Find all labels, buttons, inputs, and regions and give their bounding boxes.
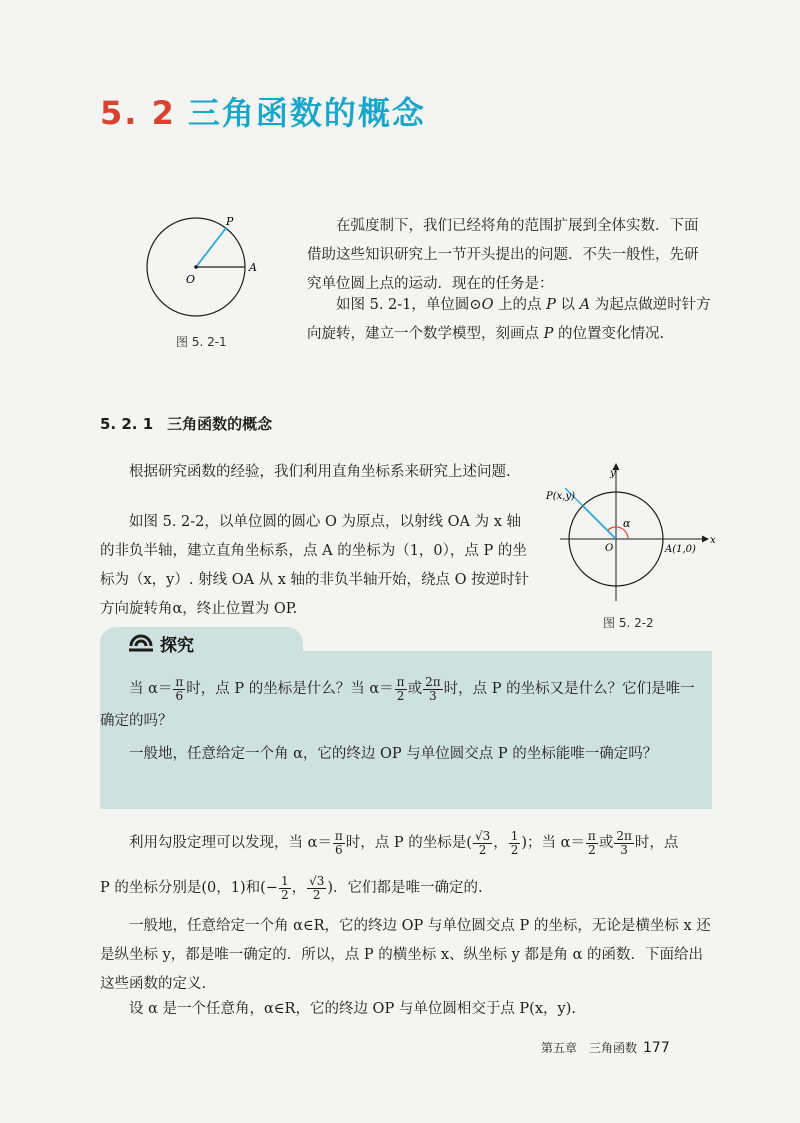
denominator: 2 xyxy=(312,887,321,902)
label-o: O xyxy=(186,273,196,286)
body-paragraph-4 xyxy=(100,870,712,906)
fraction-sqrt3-over-2 xyxy=(473,830,492,857)
ray-op xyxy=(196,228,226,267)
text-run: 时，点 P 的坐标是什么？当 α＝ xyxy=(186,681,394,697)
denominator: 2 xyxy=(478,842,487,857)
text-run: 时，点 xyxy=(634,835,679,851)
numerator: 1 xyxy=(280,873,289,888)
ray-op xyxy=(583,506,616,539)
text-run: P 的坐标分别是(0，1)和(− xyxy=(100,880,278,896)
denominator: 2 xyxy=(396,688,405,703)
page-footer xyxy=(541,1039,670,1056)
numerator: 2π xyxy=(425,674,441,689)
denominator: 6 xyxy=(175,688,184,703)
fraction-2pi-over-3 xyxy=(614,830,634,857)
section-title xyxy=(100,88,426,134)
figure-caption-2: 图 5. 2-2 xyxy=(603,616,654,630)
text-run: 利用勾股定理可以发现，当 α＝ xyxy=(129,835,332,851)
label-x: x xyxy=(710,535,716,546)
fraction-1-over-2 xyxy=(279,875,291,902)
figure-unit-circle-2 xyxy=(540,456,720,606)
explore-label: 探究 xyxy=(160,636,194,656)
fraction-2pi-over-3 xyxy=(423,676,443,703)
body-paragraph-1: 根据研究函数的经验，我们利用直角坐标系来研究上述问题. xyxy=(129,464,511,480)
text-run: 时，点 P 的坐标是( xyxy=(345,835,472,851)
var-a: A xyxy=(579,297,591,313)
text-run: 或 xyxy=(407,681,423,697)
label-o: O xyxy=(605,543,614,554)
denominator: 2 xyxy=(280,887,289,902)
explore-icon xyxy=(127,630,155,654)
label-a: A(1,0) xyxy=(665,544,696,555)
numerator: √3 xyxy=(474,828,491,843)
intro-paragraph-2 xyxy=(307,291,711,349)
numerator: π xyxy=(587,828,596,843)
subsection-heading xyxy=(100,413,272,434)
var-o: O xyxy=(481,297,494,313)
label-p: P(x,y) xyxy=(546,491,575,502)
text-run: 为起点做逆时针方向旋转，建立一个数学模型，刻画点 xyxy=(307,297,711,342)
body-paragraph-6: 设 α 是一个任意角，α∈R，它的终边 OP 与单位圆相交于点 P(x，y). xyxy=(129,1001,576,1017)
var-p: P xyxy=(543,326,554,342)
numerator: 1 xyxy=(510,828,519,843)
label-alpha: α xyxy=(623,517,631,530)
text-run: )．它们都是唯一确定的. xyxy=(327,880,483,896)
numerator: 2π xyxy=(616,828,632,843)
label-y: y xyxy=(610,468,616,479)
fraction-sqrt3-over-2 xyxy=(307,875,326,902)
text-run: 当 α＝ xyxy=(129,681,173,697)
subsection-title: 三角函数的概念 xyxy=(167,415,273,433)
text-run: ， xyxy=(493,835,508,851)
text-run: 以 xyxy=(555,297,580,313)
text-run: )；当 α＝ xyxy=(521,835,585,851)
body-paragraph-2: 如图 5. 2-2，以单位圆的圆心 O 为原点，以射线 OA 为 x 轴的非负半轴，建立直角坐标系，点 A 的坐标为（1，0），点 P 的坐标为（x，y）. 射线 OA 从 x 轴的非负半轴开始，绕点 O 按逆时针方向旋转角α，终止位置为 OP. xyxy=(100,514,530,617)
numerator: π xyxy=(334,828,343,843)
fraction-pi-over-2 xyxy=(395,676,407,703)
label-a: A xyxy=(249,261,257,274)
denominator: 6 xyxy=(335,842,343,857)
body-paragraph-5: 一般地，任意给定一个角 α∈R，它的终边 OP 与单位圆交点 P 的坐标，无论是横坐标 x 还是纵坐标 y，都是唯一确定的．所以，点 P 的横坐标 x、纵坐标 y 都是角 α 的函数．下面给出这些函数的定义. xyxy=(100,918,711,992)
var-p: P xyxy=(546,297,556,313)
denominator: 2 xyxy=(588,842,596,857)
denominator: 2 xyxy=(510,842,519,857)
intro-paragraph-1: 在弧度制下，我们已经将角的范围扩展到全体实数．下面借助这些知识研究上一节开头提出的问题．不失一般性，先研究单位圆上点的运动．现在的任务是： xyxy=(307,218,699,292)
fraction-pi-over-6 xyxy=(333,830,345,857)
text-run: 上的点 xyxy=(493,297,547,313)
body-paragraph-3 xyxy=(100,826,712,860)
fraction-1-over-2 xyxy=(509,830,521,857)
explore-question-1 xyxy=(100,673,700,737)
fraction-pi-over-6 xyxy=(173,676,185,703)
section-number: 5. 2 xyxy=(100,94,176,132)
numerator: π xyxy=(175,674,184,689)
text-run: ， xyxy=(291,880,307,896)
explore-question-2: 一般地，任意给定一个角 α，它的终边 OP 与单位圆交点 P 的坐标能唯一确定吗？ xyxy=(129,746,658,762)
center-point xyxy=(194,265,198,269)
figure-unit-circle-1 xyxy=(140,210,270,325)
subsection-number: 5. 2. 1 xyxy=(100,415,154,433)
denominator: 3 xyxy=(620,842,628,857)
denominator: 3 xyxy=(429,688,437,703)
text-run: 或 xyxy=(598,835,614,851)
numerator: √3 xyxy=(309,873,325,888)
label-p: P xyxy=(226,215,234,228)
fraction-pi-over-2 xyxy=(586,830,598,857)
text-run: 时，点 P 的坐标又是什么？它们是唯一确定的吗？ xyxy=(100,681,695,729)
footer-chapter: 第五章 三角函数 xyxy=(541,1041,638,1055)
page-number: 177 xyxy=(643,1040,670,1056)
figure-caption-1: 图 5. 2-1 xyxy=(176,335,227,349)
section-title-text: 三角函数的概念 xyxy=(187,94,426,132)
text-run: 如图 5. 2-1，单位圆⊙ xyxy=(336,297,482,313)
numerator: π xyxy=(396,674,405,689)
text-run: 的位置变化情况. xyxy=(553,326,665,342)
